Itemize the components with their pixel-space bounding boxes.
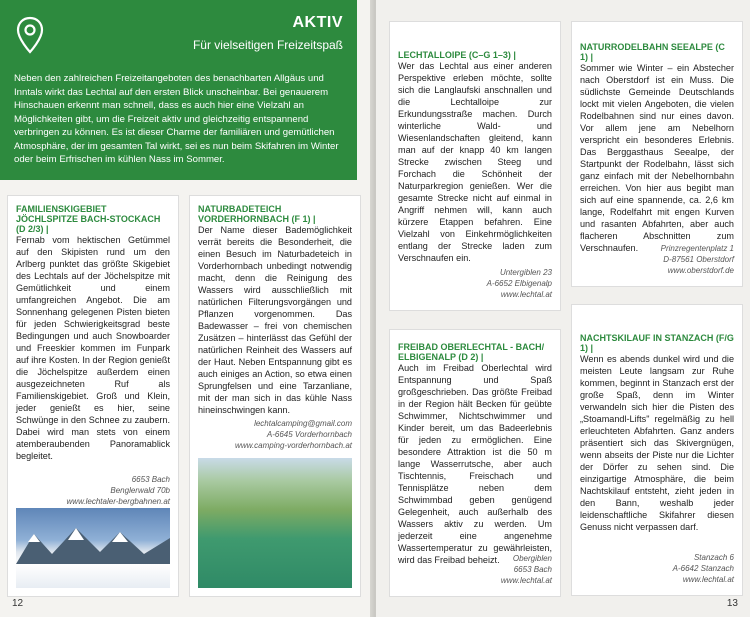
location-pin-icon [16, 16, 44, 54]
card-website-link[interactable]: www.lechtal.at [500, 290, 552, 299]
card-text: Der Name dieser Bademöglichkeit verrät bereits die Besonderheit, die einen Besuch im Naturbadeteich in Vorderhornbach unbedingt notwendig macht, denn die Reinigung des Wassers wird ausschließlich mit natürlichen Filterungsvorgängen und Pflanzen vorgenommen. Das Badewasser – frei von chemischen Zusätzen – hinterlässt das Gefühl der natürlichen Reinheit des Wassers auf der Haut. Neben Entspannung gibt es auch einiges an Action, so etwa einen Sprungfelsen und eine Tarzanliane, mit der man sich in das kühle Nass hineinschwingen kann. [198, 225, 352, 415]
card-naturrodelbahn [572, 22, 742, 286]
card-website-link[interactable]: www.lechtaler-bergbahnen.at [66, 497, 170, 506]
card-text: Auch im Freibad Oberlechtal wird Entspannung und Spaß großgeschrieben. Das größte Freibad in der Region hält Becken für geübte Schwimmer, Nichtschwimmer und Kinder bereit, um das Badeerlebnis für jeden zu ermöglichen. Eine besondere Attraktion ist die 50 m lange Wasserrutsche, aber auch Tischtennis, Freischach und Tennisplätze neben dem Schwimmbad geben genügend Gelegenheit, auch außerhalb des Wassers aktiv zu werden. Um jederzeit eine angenehme Wassertemperatur zu gewährleisten, wird das Freibad beheizt. [398, 363, 552, 565]
card-address-line: 6653 Bach [513, 565, 552, 574]
aktiv-banner [0, 0, 357, 180]
card-address-line: 6653 Bach [131, 475, 170, 484]
card-address-line: Stanzach 6 [693, 553, 734, 562]
bathing-pond-photo [198, 458, 352, 588]
section-subtitle: Für vielseitigen Freizeitspaß [192, 38, 343, 52]
card-title: NATURBADETEICH VORDERHORNBACH (F 1) | [198, 204, 316, 224]
card-website-link[interactable]: www.oberstdorf.de [667, 266, 734, 275]
card-text: Wenn es abends dunkel wird und die meisten Leute langsam zur Ruhe kommen, beginnt in Stanzach erst der große Spaß, denn im Winter verwandeln sich hier die Pisten des „Stoamandl-Lifts" regelmäßig zu hell erleuchteten Abfahrten. Ganz anders präsentiert sich das Skivergnügen, wenn abseits der Piste nur die Lichter der Dörfer zu sehen sind. Die einzigartige Atmosphäre, die beim Nachtskilauf entsteht, zieht jeden in den Bann, weshalb jeder leidenschaftliche Skifahrer diesen Genuss nicht verpassen darf. [580, 354, 734, 532]
page-number-left: 12 [12, 598, 24, 609]
card-naturbadeteich [190, 196, 360, 596]
card-text: Fernab vom hektischen Getümmel auf den Skipisten rund um den Arlberg punktet das größte Skigebiet des Lechtals auf der Jöchelspitze mit Gemütlichkeit und einem umfangreichen Angebot. Die am Sonnenhang gelegenen Pisten bieten für jeden Schwierigkeitsgrad beste Bedingungen und auch Snowboarder und Freeskier kommen im Funpark auf ihre Kosten. In der Region genießt die Jöchelspitze außerdem einen ausgezeichneten Ruf als Familienskigebiet. Groß und Klein, jeder genießt es hier, seine Schwünge in den Schnee zu zaubern. Dabei wird man stets von einem atemberaubenden Panoramablick begleitet. [16, 235, 170, 461]
card-text: Sommer wie Winter – ein Abstecher nach Oberstdorf ist ein Muss. Die südlichste Gemeinde Deutschlands lockt mit vielen Angeboten, die vielen Rodelbahnen sind nur eines davon. Vor allem jene am Nebelhorn verspricht ein besonderes Erlebnis. Das Berggasthaus Seealpe, der Startpunkt der Rodelbahn, lässt sich ganz einfach mit der Nebelhornbahn erreichen. Von hier aus begibt man sich auf eine spannende, ca. 2,6 km lange, Rodelfahrt mit engen Kurven und rasanten Abfahrten, aber auch flacheren Abschnitten zum Verschnaufen. [580, 63, 734, 253]
card-nachtskilauf [572, 305, 742, 595]
section-title: AKTIV [292, 14, 343, 31]
card-freibad-oberlechtal [390, 330, 560, 596]
page-number-right: 13 [726, 598, 738, 609]
card-website-link[interactable]: www.camping-vorderhornbach.at [235, 441, 352, 450]
card-address-line: A-6645 Vorderhornbach [266, 430, 352, 439]
card-email[interactable]: lechtalcamping@gmail.com [254, 419, 352, 428]
card-address-line: Obergiblen [512, 554, 552, 563]
card-website-link[interactable]: www.lechtal.at [500, 576, 552, 585]
card-website-link[interactable]: www.lechtal.at [682, 575, 734, 584]
card-address-line: Prinzregentenplatz 1 [660, 244, 734, 253]
section-intro: Neben den zahlreichen Freizeitangeboten des benachbarten Allgäus und Inntals wirkt das Lechtal auf den ersten Blick unscheinbar. Bei genauerem Hinschauen erkennt man schnell, dass es auch hier eine Vielzahl an Möglichkeiten gibt, um die Freizeit aktiv und gleichzeitig entspannend verbringen zu können. Es ist dieser Charme der familiären und gemütlichen Atmosphäre, der im gesamten Tal wirkt, sei es nun beim Skifahren im Winter oder beim Erfrischen im kühlen Nass im Sommer. [14, 73, 339, 165]
card-title: LECHTALLOIPE (C–G 1–3) | [398, 50, 516, 60]
card-address-line: Untergiblen 23 [499, 268, 552, 277]
ski-slope-photo [16, 508, 170, 588]
card-address-line: Benglerwald 70b [110, 486, 170, 495]
card-title: FREIBAD OBERLECHTAL - BACH/ ELBIGENALP (D 2) | [398, 342, 545, 362]
card-title: FAMILIENSKIGEBIET JÖCHLSPITZE BACH-STOCKACH (D 2/3) | [16, 204, 161, 234]
left-page [0, 0, 374, 617]
card-lechtalloipe [390, 22, 560, 310]
card-text: Wer das Lechtal aus einer anderen Perspektive erleben möchte, sollte sich die Langlaufski anschnallen und die Lechtalloipe zur Erkundungsstraße machen. Durch winterliche Wald- und Wiesenlandschaften gleitend, kann man auf der knapp 40 km langen Strecke zwischen Steeg und Forchach die Schönheit der Naturparkregion genießen. Wer die gesamte Strecke nicht auf einmal in Angriff nehmen will, kann auch kürzere Etappen befahren. Eine Vielzahl von Einkehrmöglichkeiten entlang der Strecke laden zum Verschnaufen ein. [398, 61, 552, 263]
card-address-line: D-87561 Oberstdorf [663, 255, 734, 264]
card-address-line: A-6642 Stanzach [672, 564, 734, 573]
card-title: NATURRODELBAHN SEEALPE (C 1) | [580, 42, 725, 62]
card-familienskigebiet [8, 196, 178, 596]
card-title: NACHTSKILAUF IN STANZACH (F/G 1) | [580, 333, 734, 353]
card-address-line: A-6652 Elbigenalp [486, 279, 552, 288]
